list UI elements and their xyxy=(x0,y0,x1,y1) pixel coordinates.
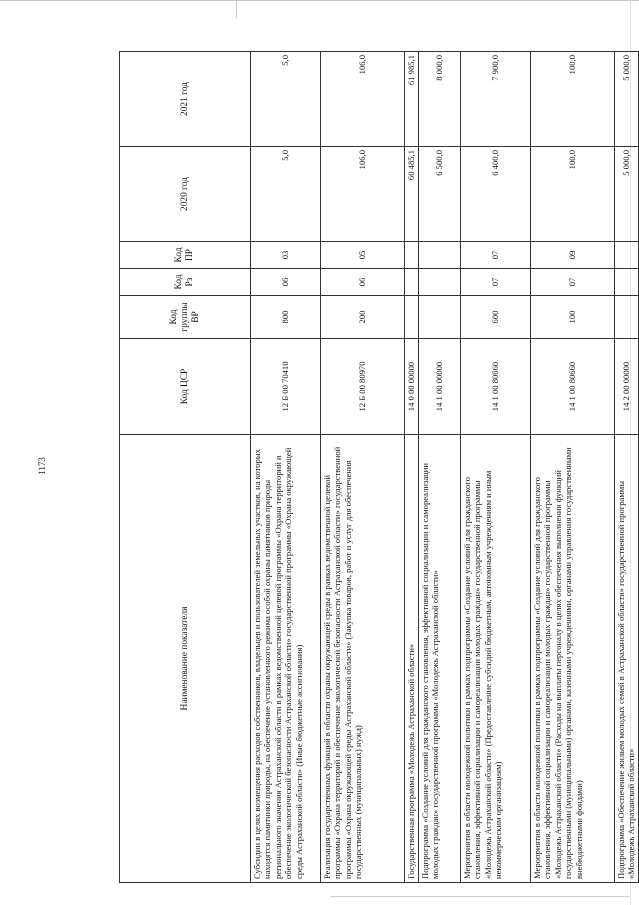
table-row xyxy=(405,52,419,883)
row-pr: 05 xyxy=(321,242,405,269)
table-viewport xyxy=(119,52,637,883)
row-2021: 100,0 xyxy=(531,52,615,147)
row-pr xyxy=(419,242,461,269)
row-2020: 100,0 xyxy=(531,147,615,242)
row-pr xyxy=(405,242,419,269)
row-csr: 14 0 00 00000 xyxy=(405,339,419,435)
row-csr: 12 Б 00 80970 xyxy=(321,339,405,435)
header-name: Наименование показателя xyxy=(120,435,251,883)
row-vr xyxy=(405,296,419,339)
row-rz: 07 xyxy=(461,269,531,296)
row-vr: 200 xyxy=(321,296,405,339)
row-name: Субсидии в целях возмещения расходов собственников, владельцев и пользователей земельных участков, на которых находятся памятники природы, на обеспечение установленного режима особой охраны памятников природы регионального значения Астраханской области в рамках ведомственной целевой программы «Охрана территорий и обеспечение экологической безопасности Астраханской области» государственной программы «Охрана окружающей среды Астраханской области» (Иные бюджетные ассигнования) xyxy=(251,435,321,883)
scan-edge-top xyxy=(0,0,639,1)
row-2021: 8 000,0 xyxy=(419,52,461,147)
scan-fold-line xyxy=(236,0,237,18)
row-2020: 60 485,1 xyxy=(405,147,419,242)
row-name: Государственная программа «Молодежь Астраханской области» xyxy=(405,435,419,883)
row-vr xyxy=(615,296,639,339)
row-pr: 03 xyxy=(251,242,321,269)
rotated-table-container xyxy=(119,52,637,883)
row-2020: 6 400,0 xyxy=(461,147,531,242)
row-pr: 07 xyxy=(461,242,531,269)
row-vr: 100 xyxy=(531,296,615,339)
row-pr xyxy=(615,242,639,269)
row-csr: 14 1 00 80660 xyxy=(461,339,531,435)
row-vr: 800 xyxy=(251,296,321,339)
table-row xyxy=(531,52,615,883)
row-2021: 106,0 xyxy=(321,52,405,147)
row-name: Подпрограмма «Обеспечение жильем молодых семей в Астраханской области» государственной программы «Молодежь Астраханской области» xyxy=(615,435,639,883)
row-csr: 14 1 00 00000 xyxy=(419,339,461,435)
row-2021: 5,0 xyxy=(251,52,321,147)
row-2020: 5 000,0 xyxy=(615,147,639,242)
table-row xyxy=(251,52,321,883)
row-2021: 61 985,1 xyxy=(405,52,419,147)
header-vr: Код группы ВР xyxy=(120,296,251,339)
row-name: Мероприятия в области молодежной политики в рамках подпрограммы «Создание условий для гражданского становления, эффективной социализации и самореализации молодых граждан» государственной программы «Молодежь Астраханской области» (Расходы на выплаты персоналу в целях обеспечения выполнения функций государственными (муниципальными) органами, казенными учреждениями, органами управления государственными внебюджетными фондами) xyxy=(531,435,615,883)
table-row xyxy=(321,52,405,883)
page-number: 1173 xyxy=(36,457,47,475)
header-rz: Код Рз xyxy=(120,269,251,296)
header-pr: Код ПР xyxy=(120,242,251,269)
row-vr xyxy=(419,296,461,339)
row-name: Мероприятия в области молодежной политики в рамках подпрограммы «Создание условий для гражданского становления, эффективной социализации и самореализации молодых граждан» государственной программы «Молодежь Астраханской области» (Предоставление субсидий бюджетным, автономным учреждениям и иным некоммерческим организациям) xyxy=(461,435,531,883)
row-2021: 5 000,0 xyxy=(615,52,639,147)
header-csr: Код ЦСР xyxy=(120,339,251,435)
table-row xyxy=(461,52,531,883)
row-csr: 12 Б 00 70410 xyxy=(251,339,321,435)
row-2020: 6 500,0 xyxy=(419,147,461,242)
header-2020: 2020 год xyxy=(120,147,251,242)
row-rz: 06 xyxy=(321,269,405,296)
row-rz xyxy=(419,269,461,296)
row-rz xyxy=(615,269,639,296)
row-2020: 106,0 xyxy=(321,147,405,242)
table-header-row xyxy=(120,52,251,883)
table-row xyxy=(615,52,639,883)
row-2021: 7 900,0 xyxy=(461,52,531,147)
budget-table xyxy=(119,51,639,883)
table-row xyxy=(419,52,461,883)
header-2021: 2021 год xyxy=(120,52,251,147)
row-name: Подпрограмма «Создание условий для гражданского становления, эффективной социализации и самореализации молодых граждан» государственной программы «Молодежь Астраханской области» xyxy=(419,435,461,883)
scan-edge-bottom xyxy=(330,896,630,897)
row-csr: 14 1 00 80660 xyxy=(531,339,615,435)
row-name: Реализация государственных функций в области охраны окружающей среды в рамках ведомственной целевой программы «Охрана территорий и обеспечение экологической безопасности Астраханской области» государственной программы «Охрана окружающей среды Астраханской области» (Закупка товаров, работ и услуг для обеспечения государственных (муниципальных) нужд) xyxy=(321,435,405,883)
row-pr: 09 xyxy=(531,242,615,269)
row-rz: 06 xyxy=(251,269,321,296)
row-vr: 600 xyxy=(461,296,531,339)
row-2020: 5,0 xyxy=(251,147,321,242)
row-rz xyxy=(405,269,419,296)
row-rz: 07 xyxy=(531,269,615,296)
row-csr: 14 2 00 00000 xyxy=(615,339,639,435)
